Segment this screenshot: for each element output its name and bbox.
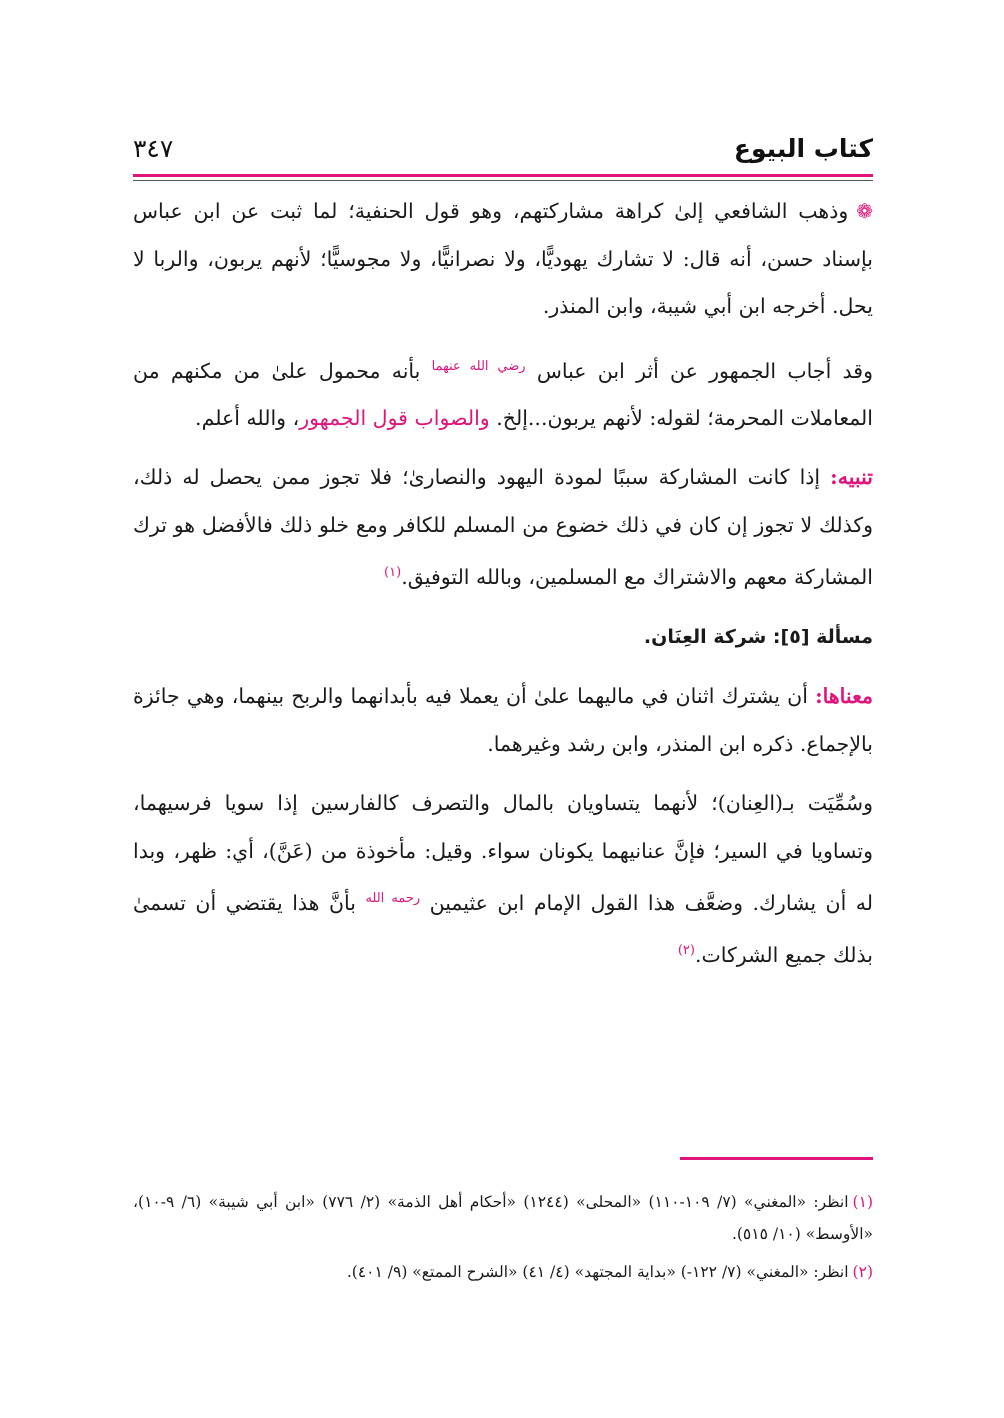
footnote-text: انظر: «المغني» (٧/ ١٠٩-١١٠) «المحلى» (١٢٤٤) «أحكام أهل الذمة» (٢/ ٧٧٦) «ابن أبي شيبة» (٦/ ٩-١٠)، «الأوسط» (١٠/ ٥١٥).	[133, 1193, 873, 1243]
note-label: تنبيه:	[830, 465, 873, 490]
body-text	[133, 188, 873, 986]
honorific-mark: رضي الله عنهما	[431, 358, 526, 374]
paragraph-2-text-c: ، والله أعلم.	[195, 405, 300, 430]
section-heading: مسألة [٥]: شركة العِنَان.	[643, 625, 873, 648]
paragraph-2	[133, 343, 873, 443]
paragraph-5	[133, 780, 873, 980]
paragraph-5-text-b: بأنَّ هذا يقتضي أن تسمىٰ بذلك جميع الشركات.	[133, 890, 873, 968]
paragraph-3	[133, 454, 873, 601]
flower-ornament-icon: ❁	[856, 199, 873, 223]
footnote-ref-1[interactable]: (١)	[384, 565, 402, 581]
paragraph-2-text-a: وقد أجاب الجمهور عن أثر ابن عباس	[525, 358, 874, 383]
paragraph-4-text: أن يشترك اثنان في ماليهما علىٰ أن يعملا فيه بأبدانهما والربح بينهما، وهي جائزة بالإجماع. ذكره ابن المنذر، وابن رشد وغيرهما.	[133, 684, 873, 756]
paragraph-2-text-b: بأنه محمول علىٰ من مكنهم من المعاملات المحرمة؛ لقوله: لأنهم يربون...إلخ.	[133, 358, 873, 430]
paragraph-1	[133, 188, 873, 331]
header-rule-dark	[133, 180, 873, 181]
footnote-ref-2[interactable]: (٢)	[677, 943, 695, 959]
footnote-1	[133, 1186, 873, 1250]
book-title: كتاب البيوع	[733, 133, 873, 163]
page-header	[133, 128, 873, 168]
footnote-2	[133, 1256, 873, 1288]
header-rule-pink	[133, 174, 873, 177]
honorific-mark-2: رحمه الله	[365, 891, 421, 907]
paragraph-4	[133, 673, 873, 768]
footnotes	[133, 1186, 873, 1294]
footnote-number: (٢)	[852, 1263, 873, 1281]
paragraph-3-text: إذا كانت المشاركة سببًا لمودة اليهود والنصارىٰ؛ فلا تجوز ممن يحصل له ذلك، وكذلك لا تجوز إن كان في ذلك خضوع من المسلم للكافر ومع خلو ذلك فالأفضل هو ترك المشاركة معهم والاشتراك مع المسلمين، وبالله التوفيق.	[133, 465, 873, 590]
footnote-text: انظر: «المغني» (٧/ ١٢٢-) «بداية المجتهد» (٤/ ٤١) «الشرح الممتع» (٩/ ٤٠١).	[346, 1263, 849, 1281]
footnote-rule	[680, 1157, 873, 1160]
footnote-number: (١)	[852, 1193, 873, 1211]
page-number: ٣٤٧	[133, 133, 174, 163]
highlighted-phrase: والصواب قول الجمهور	[299, 405, 490, 430]
paragraph-5-text-a: وسُمِّيَت بـ(العِنان)؛ لأنهما يتساويان بالمال والتصرف كالفارسين إذا سويا فرسيهما، وتساويا في السير؛ فإنَّ عنانيهما يكونان سواء. وقيل: مأخوذة من (عَنَّ)، أي: ظهر، وبدا له أن يشارك. وضعَّف هذا القول الإمام ابن عثيمين	[133, 791, 873, 915]
meaning-label: معناها:	[815, 684, 873, 709]
paragraph-1-text: وذهب الشافعي إلىٰ كراهة مشاركتهم، وهو قول الحنفية؛ لما ثبت عن ابن عباس بإسناد حسن، أنه قال: لا تشارك يهوديًّا، ولا نصرانيًّا، ولا مجوسيًّا؛ لأنهم يربون، والربا لا يحل. أخرجه ابن أبي شيبة، وابن المنذر.	[133, 199, 873, 318]
